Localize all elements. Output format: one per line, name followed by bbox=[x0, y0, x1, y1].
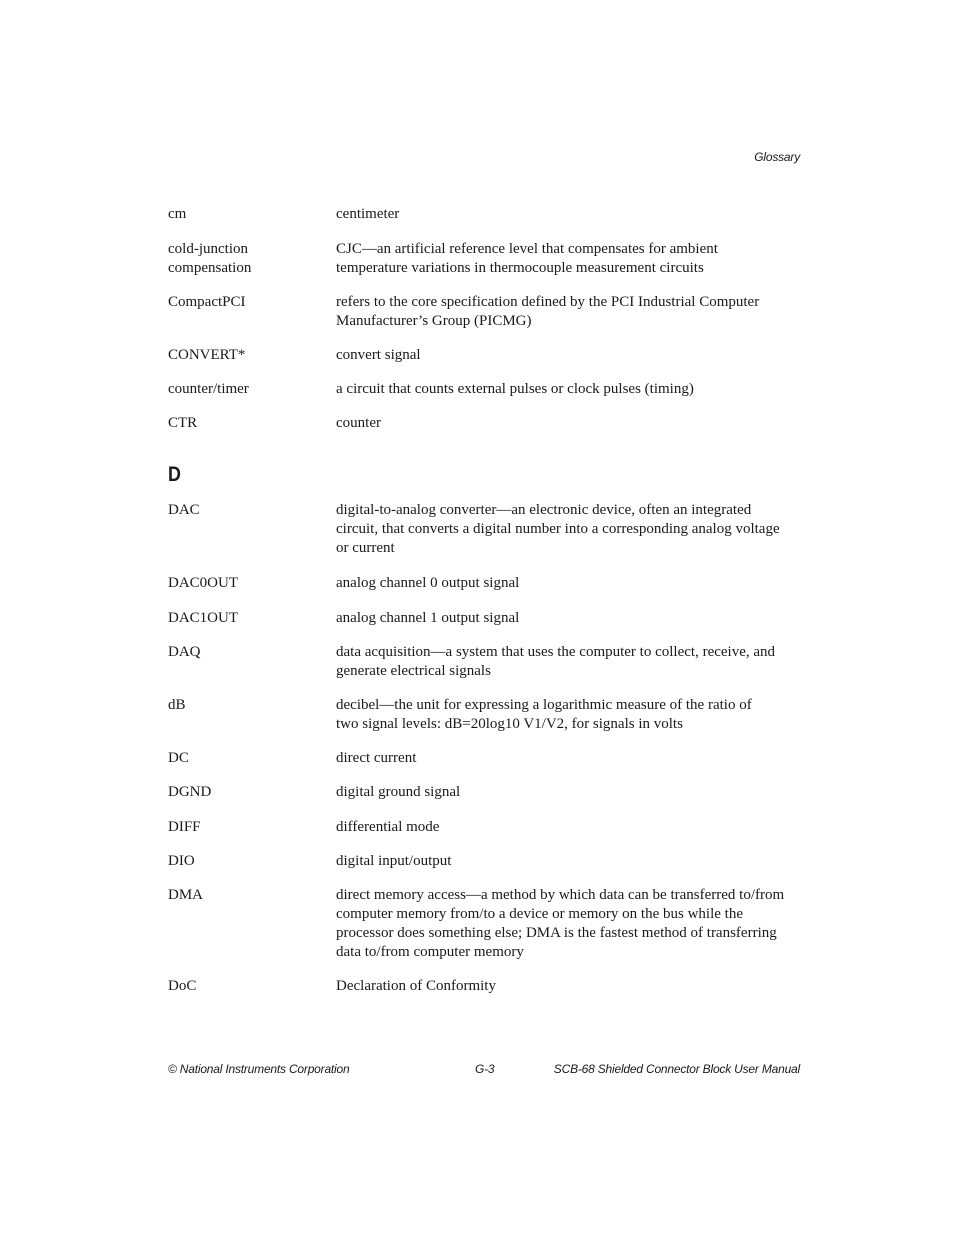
glossary-definition: refers to the core specification defined by the PCI Industrial Computer Manufacturer’s Group (PICMG) bbox=[336, 294, 760, 329]
glossary-term: counter/timer bbox=[168, 381, 249, 397]
glossary-term: DIFF bbox=[168, 819, 201, 835]
page-number: G-3 bbox=[475, 1062, 495, 1076]
glossary-entry-convert bbox=[168, 346, 808, 365]
section-heading-d: D bbox=[168, 463, 181, 486]
glossary-term: DIO bbox=[168, 853, 195, 869]
glossary-definition: analog channel 0 output signal bbox=[336, 575, 520, 591]
glossary-entry-doc bbox=[168, 977, 808, 996]
glossary-entry-dac1out bbox=[168, 609, 808, 628]
glossary-definition: data acquisition—a system that uses the computer to collect, receive, and generate electrical signals bbox=[336, 644, 776, 679]
glossary-definition: CJC—an artificial reference level that compensates for ambient temperature variations in thermocouple measurement circuits bbox=[336, 241, 718, 276]
glossary-entry-dac bbox=[168, 501, 808, 558]
glossary-definition: a circuit that counts external pulses or clock pulses (timing) bbox=[336, 381, 694, 397]
glossary-term: cm bbox=[168, 206, 187, 222]
glossary-term: CONVERT* bbox=[168, 347, 246, 363]
glossary-entry-compactpci bbox=[168, 293, 808, 331]
footer-copyright: © National Instruments Corporation bbox=[168, 1062, 350, 1076]
glossary-entry-dgnd bbox=[168, 783, 808, 802]
glossary-definition: differential mode bbox=[336, 819, 440, 835]
glossary-definition: direct current bbox=[336, 750, 417, 766]
glossary-entry-cm bbox=[168, 205, 808, 224]
glossary-entry-cold-junction bbox=[168, 240, 808, 278]
glossary-entry-counter-timer bbox=[168, 380, 808, 399]
footer-manual-title: SCB-68 Shielded Connector Block User Manual bbox=[553, 1062, 800, 1076]
glossary-definition: decibel—the unit for expressing a logarithmic measure of the ratio of two signal levels: dB=20log10 V1/V2, for signals in volts bbox=[336, 697, 752, 732]
glossary-definition: analog channel 1 output signal bbox=[336, 610, 520, 626]
glossary-entry-ctr bbox=[168, 414, 808, 433]
glossary-definition: Declaration of Conformity bbox=[336, 978, 496, 994]
glossary-term: CompactPCI bbox=[168, 294, 246, 310]
glossary-term: cold-junction compensation bbox=[168, 241, 252, 276]
glossary-term: dB bbox=[168, 697, 186, 713]
glossary-content bbox=[168, 205, 808, 996]
page-footer bbox=[168, 1062, 800, 1078]
glossary-definition: counter bbox=[336, 415, 381, 431]
glossary-term: DGND bbox=[168, 784, 212, 800]
glossary-definition: direct memory access—a method by which data can be transferred to/from computer memory from/to a device or memory on the bus while the processor does something else; DMA is the fastest method of transferring data to/from computer memory bbox=[336, 887, 785, 960]
glossary-entry-dio bbox=[168, 852, 808, 871]
glossary-entry-daq bbox=[168, 643, 808, 681]
glossary-term: DAC1OUT bbox=[168, 610, 238, 626]
glossary-term: DMA bbox=[168, 887, 204, 903]
glossary-term: DoC bbox=[168, 978, 197, 994]
glossary-entry-db bbox=[168, 696, 808, 734]
glossary-term: DAC0OUT bbox=[168, 575, 238, 591]
glossary-term: DC bbox=[168, 750, 189, 766]
glossary-entry-dac0out bbox=[168, 574, 808, 593]
glossary-definition: digital-to-analog converter—an electronic device, often an integrated circuit, that converts a digital number into a corresponding analog voltage or current bbox=[336, 502, 780, 556]
glossary-definition: digital ground signal bbox=[336, 784, 461, 800]
glossary-definition: centimeter bbox=[336, 206, 400, 222]
glossary-entry-dma bbox=[168, 886, 808, 962]
running-head: Glossary bbox=[754, 150, 800, 164]
glossary-term: CTR bbox=[168, 415, 198, 431]
glossary-definition: digital input/output bbox=[336, 853, 452, 869]
glossary-term: DAQ bbox=[168, 644, 201, 660]
glossary-term: DAC bbox=[168, 502, 200, 518]
glossary-entry-dc bbox=[168, 749, 808, 768]
glossary-definition: convert signal bbox=[336, 347, 421, 363]
glossary-entry-diff bbox=[168, 818, 808, 837]
